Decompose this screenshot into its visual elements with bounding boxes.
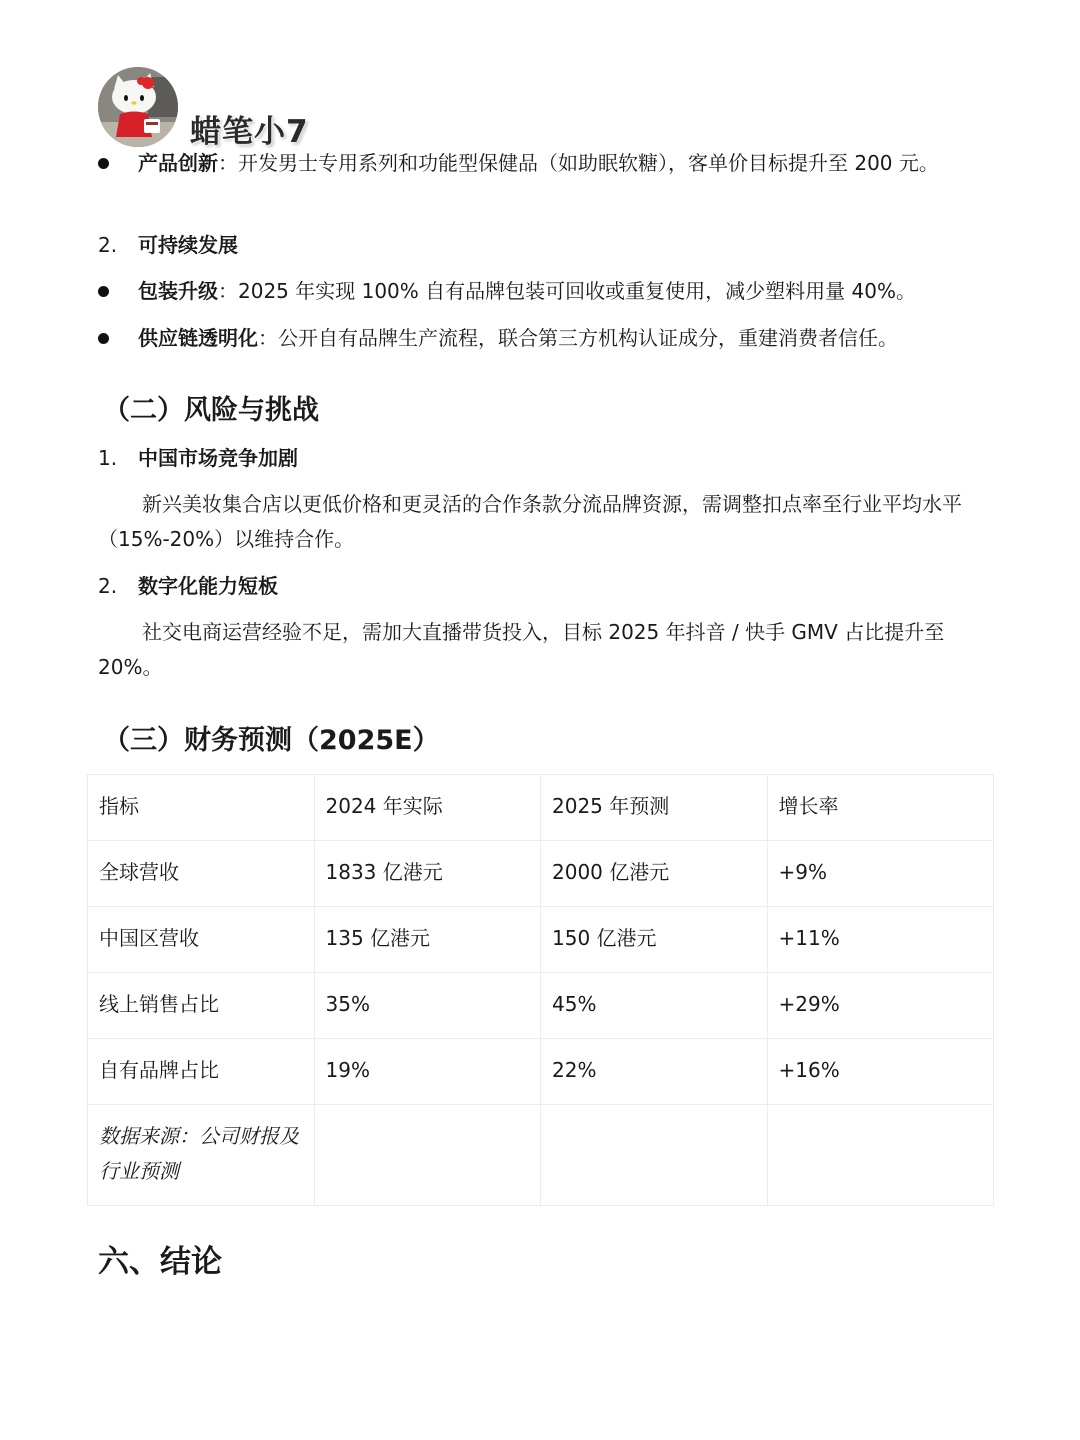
table-source-note: 数据来源：公司财报及行业预测	[88, 1105, 315, 1206]
bullet-product-innovation	[98, 146, 980, 181]
table-cell: 150 亿港元	[541, 907, 768, 973]
table-cell: +11%	[767, 907, 994, 973]
paragraph-competition: 新兴美妆集合店以更低价格和更灵活的合作条款分流品牌资源，需调整扣点率至行业平均水平（15%-20%）以维持合作。	[98, 492, 962, 551]
table-cell: +16%	[767, 1039, 994, 1105]
paragraph-digital: 社交电商运营经验不足，需加大直播带货投入，目标 2025 年抖音 / 快手 GMV 占比提升至 20%。	[98, 620, 945, 679]
table-cell-empty	[541, 1105, 768, 1206]
table-cell: +29%	[767, 973, 994, 1039]
bullet-icon	[98, 286, 109, 297]
table-cell-empty	[767, 1105, 994, 1206]
table-row	[88, 841, 994, 907]
bullet-text: ：公开自有品牌生产流程，联合第三方机构认证成分，重建消费者信任。	[258, 326, 898, 350]
item-number: 1.	[98, 446, 118, 470]
bullet-text: ：开发男士专用系列和功能型保健品（如助眠软糖），客单价目标提升至 200 元。	[218, 151, 939, 175]
table-cell: 19%	[314, 1039, 541, 1105]
bullet-title: 产品创新	[138, 151, 218, 175]
table-header-cell: 指标	[88, 775, 315, 841]
heading-conclusion: 六、结论	[98, 1244, 222, 1280]
financial-forecast-table	[87, 774, 994, 1206]
item-number: 2.	[98, 233, 118, 257]
table-header-cell: 2025 年预测	[541, 775, 768, 841]
table-header-cell: 增长率	[767, 775, 994, 841]
heading-risk: （二）风险与挑战	[103, 395, 319, 426]
table-cell: 35%	[314, 973, 541, 1039]
table-source-row	[88, 1105, 994, 1206]
heading-finance: （三）财务预测（2025E）	[103, 725, 440, 756]
bullet-icon	[98, 158, 109, 169]
table-header-cell: 2024 年实际	[314, 775, 541, 841]
bullet-icon	[98, 333, 109, 344]
bullet-text: ：2025 年实现 100% 自有品牌包装可回收或重复使用，减少塑料用量 40%。	[218, 279, 916, 303]
item-title: 中国市场竞争加剧	[138, 446, 298, 470]
numbered-heading-digital	[98, 569, 980, 604]
bullet-title: 包装升级	[138, 279, 218, 303]
table-row	[88, 973, 994, 1039]
table-cell: 线上销售占比	[88, 973, 315, 1039]
table-cell: 全球营收	[88, 841, 315, 907]
table-cell: 自有品牌占比	[88, 1039, 315, 1105]
item-title: 数字化能力短板	[138, 574, 278, 598]
table-cell: +9%	[767, 841, 994, 907]
table-cell: 135 亿港元	[314, 907, 541, 973]
hello-kitty-avatar-icon	[98, 67, 178, 147]
numbered-heading-sustainability	[98, 228, 980, 263]
author-name: 蜡笔小7	[190, 114, 309, 150]
table-cell: 1833 亿港元	[314, 841, 541, 907]
table-row	[88, 907, 994, 973]
numbered-heading-competition	[98, 441, 980, 476]
table-cell: 中国区营收	[88, 907, 315, 973]
bullet-packaging	[98, 274, 980, 309]
table-cell-empty	[314, 1105, 541, 1206]
item-number: 2.	[98, 574, 118, 598]
table-cell: 45%	[541, 973, 768, 1039]
bullet-title: 供应链透明化	[138, 326, 258, 350]
item-title: 可持续发展	[138, 233, 238, 257]
table-cell: 22%	[541, 1039, 768, 1105]
table-header-row	[88, 775, 994, 841]
table-cell: 2000 亿港元	[541, 841, 768, 907]
table-row	[88, 1039, 994, 1105]
bullet-supply-chain	[98, 321, 980, 356]
